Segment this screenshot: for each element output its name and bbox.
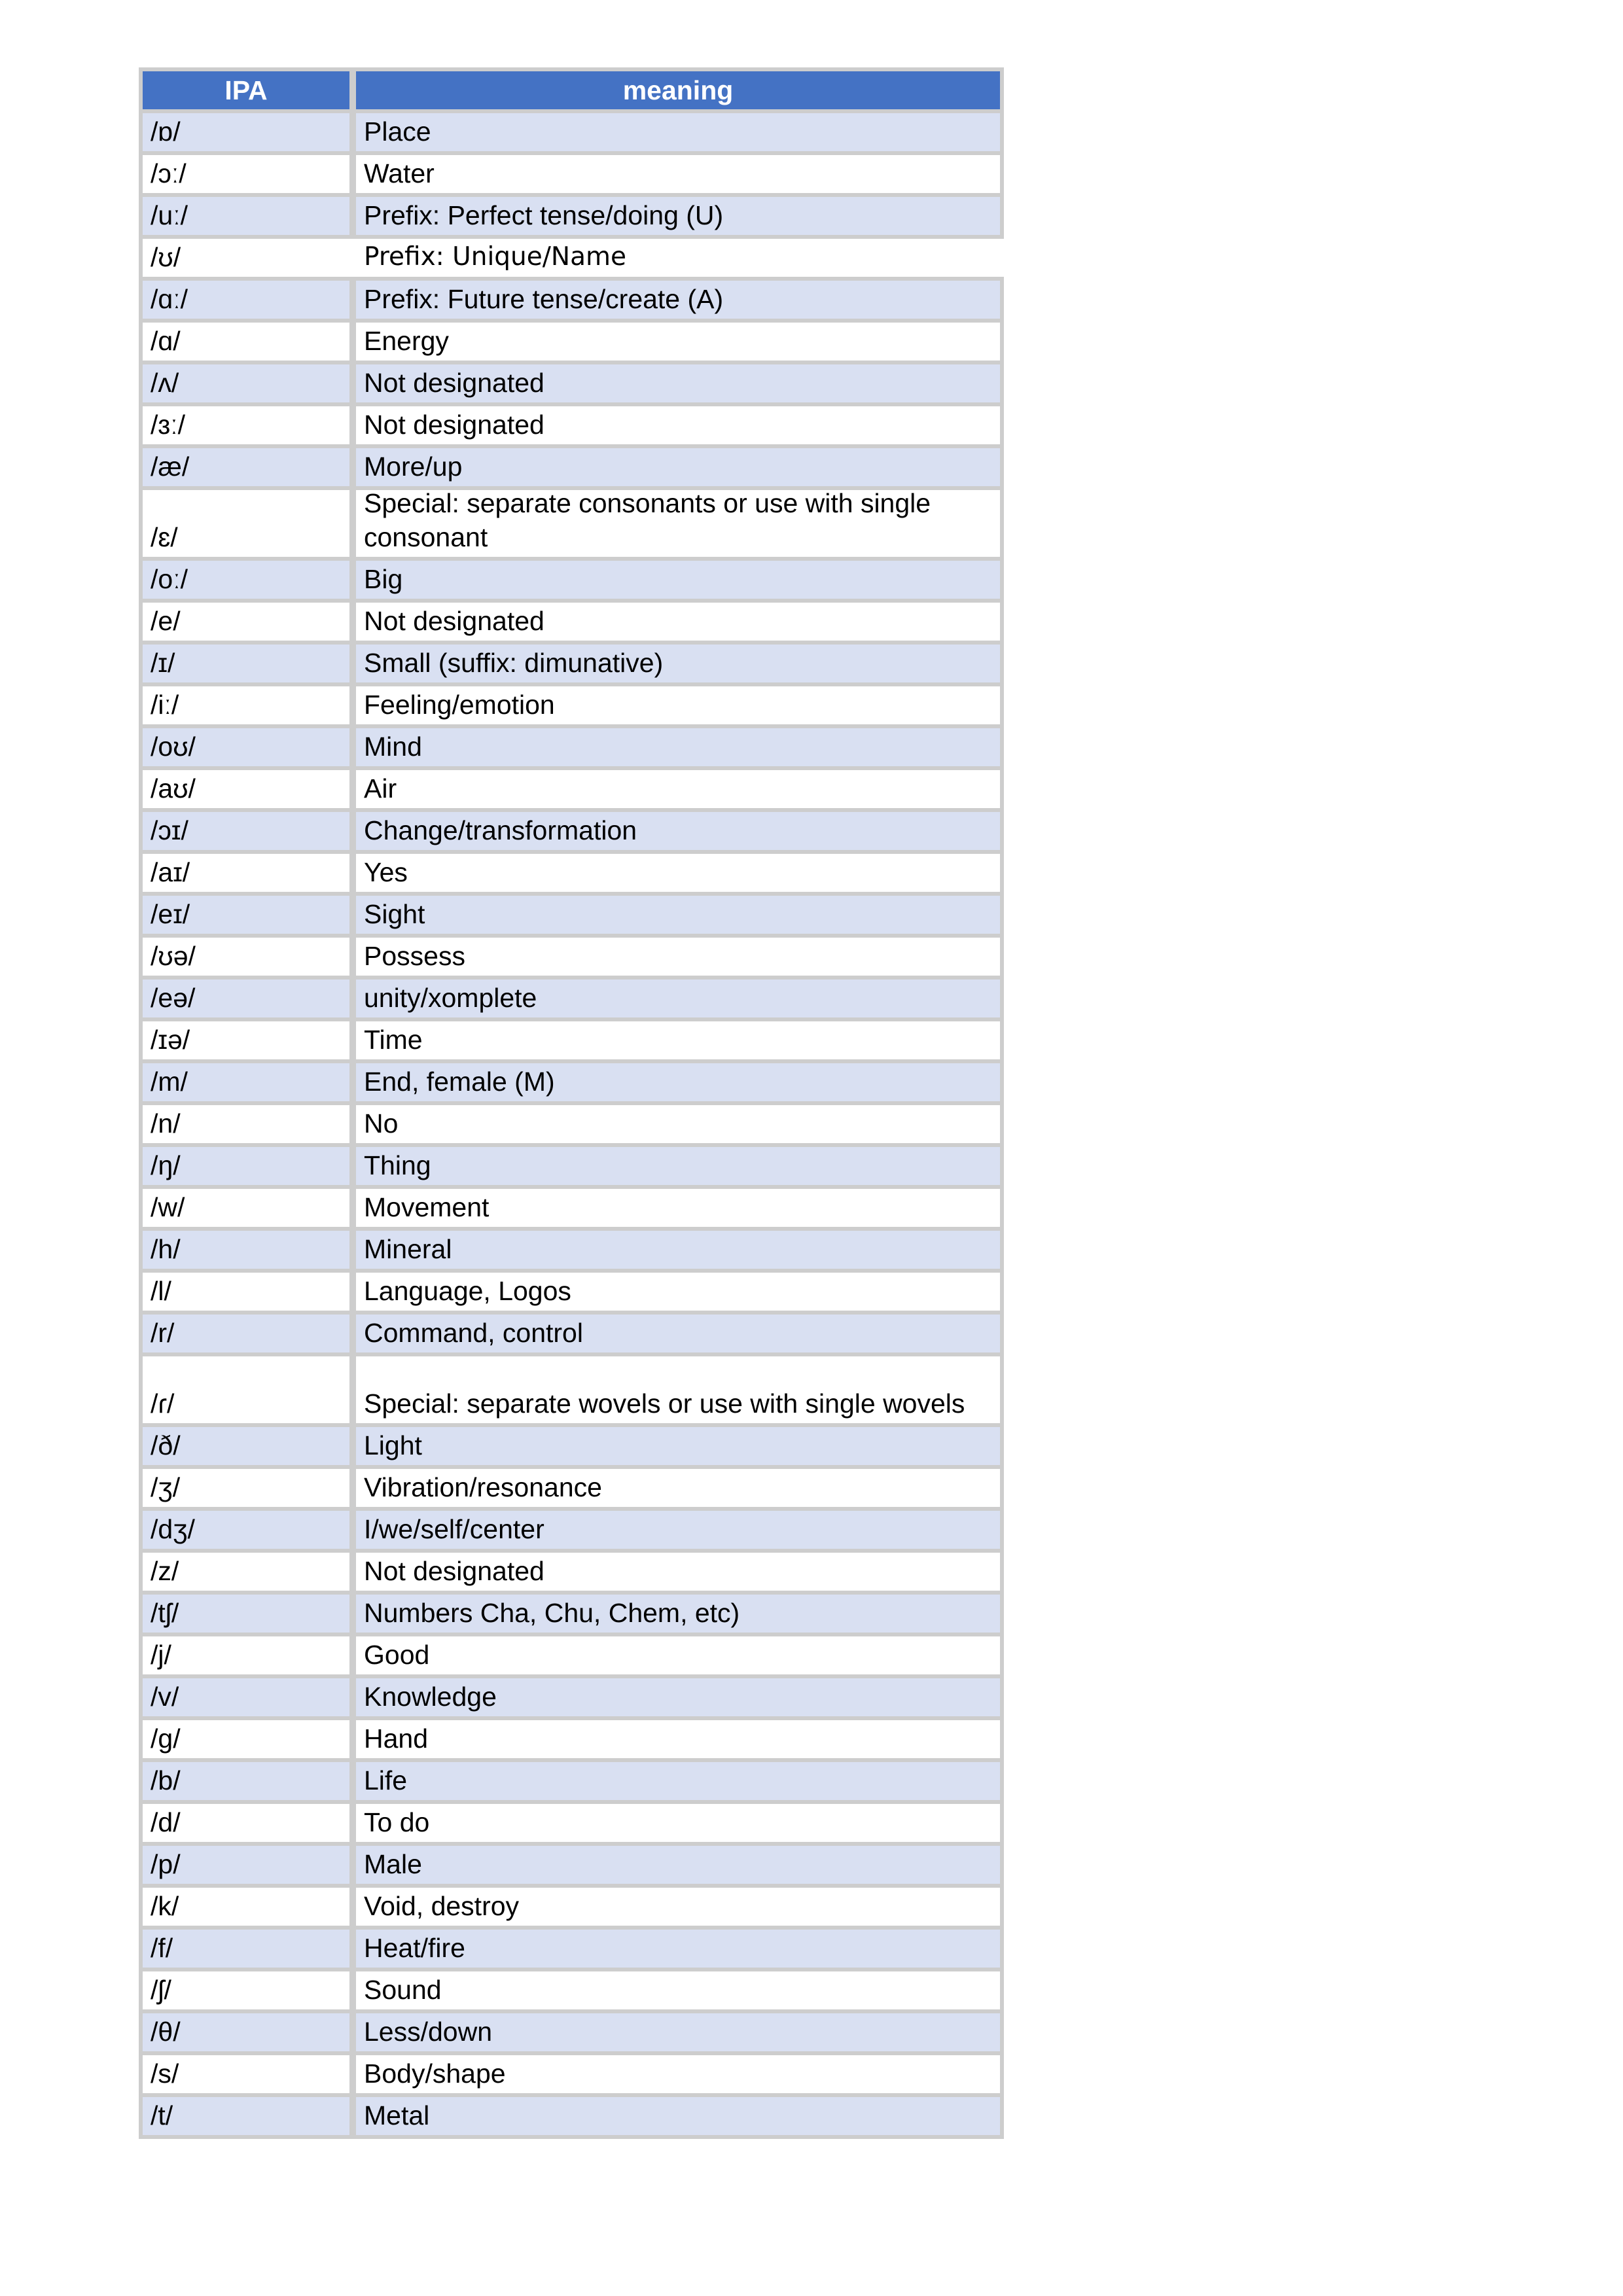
- ipa-cell: /m/: [143, 1063, 349, 1101]
- ipa-cell: /aʊ/: [143, 770, 349, 808]
- ipa-cell: /ɾ/: [143, 1356, 349, 1423]
- meaning-cell: Numbers Cha, Chu, Chem, etc): [356, 1595, 1000, 1633]
- ipa-meaning-table: [139, 67, 1004, 2139]
- meaning-cell: Command, control: [356, 1315, 1000, 1352]
- ipa-cell: /θ/: [143, 2013, 349, 2051]
- meaning-cell: Movement: [356, 1189, 1000, 1227]
- table-row: [139, 728, 1004, 766]
- meaning-cell: Knowledge: [356, 1678, 1000, 1716]
- meaning-cell: Thing: [356, 1147, 1000, 1185]
- table-row: [139, 1804, 1004, 1842]
- meaning-cell: Language, Logos: [356, 1273, 1000, 1311]
- ipa-cell: /ɑ/: [143, 323, 349, 361]
- meaning-cell: Less/down: [356, 2013, 1000, 2051]
- ipa-cell: /ɜː/: [143, 406, 349, 444]
- ipa-cell: /j/: [143, 1636, 349, 1674]
- table-header-row: [139, 71, 1004, 109]
- ipa-cell: /g/: [143, 1720, 349, 1758]
- table-row: [139, 1636, 1004, 1674]
- ipa-cell: /ʊə/: [143, 938, 349, 976]
- table-row: [139, 406, 1004, 444]
- table-row: [139, 1553, 1004, 1591]
- meaning-cell: Feeling/emotion: [356, 686, 1000, 724]
- table-row: [139, 281, 1004, 319]
- meaning-cell: I/we/self/center: [356, 1511, 1000, 1549]
- meaning-cell: End, female (M): [356, 1063, 1000, 1101]
- ipa-cell: /eɪ/: [143, 896, 349, 934]
- table-row: [139, 1930, 1004, 1968]
- ipa-cell: /ɪ/: [143, 645, 349, 682]
- meaning-cell: Small (suffix: dimunative): [356, 645, 1000, 682]
- meaning-cell: Not designated: [356, 364, 1000, 402]
- header-ipa: IPA: [143, 71, 349, 109]
- table-row: [139, 197, 1004, 235]
- ipa-cell: /n/: [143, 1105, 349, 1143]
- table-row: [139, 561, 1004, 599]
- ipa-cell: /ʒ/: [143, 1469, 349, 1507]
- table-row: [139, 1063, 1004, 1101]
- ipa-cell: /ʊ/: [143, 239, 349, 277]
- table-row: [139, 490, 1004, 557]
- meaning-cell: Not designated: [356, 406, 1000, 444]
- table-row: [139, 1231, 1004, 1269]
- table-row: [139, 1720, 1004, 1758]
- meaning-cell: More/up: [356, 448, 1000, 486]
- meaning-cell: Mind: [356, 728, 1000, 766]
- table-row: [139, 980, 1004, 1017]
- meaning-cell: Air: [356, 770, 1000, 808]
- ipa-cell: /ɛ/: [143, 490, 349, 557]
- meaning-cell: Male: [356, 1846, 1000, 1884]
- meaning-cell: Special: separate consonants or use with single consonant: [356, 490, 1000, 557]
- meaning-cell: Body/shape: [356, 2055, 1000, 2093]
- ipa-cell: /p/: [143, 1846, 349, 1884]
- ipa-cell: /e/: [143, 603, 349, 641]
- meaning-cell: Change/transformation: [356, 812, 1000, 850]
- meaning-cell: Yes: [356, 854, 1000, 892]
- table-row: [139, 1427, 1004, 1465]
- table-row: [139, 1021, 1004, 1059]
- table-row: [139, 239, 1056, 277]
- table-row: [139, 1147, 1004, 1185]
- meaning-cell: Sound: [356, 1971, 1000, 2009]
- ipa-cell: /ɔː/: [143, 155, 349, 193]
- ipa-cell: /z/: [143, 1553, 349, 1591]
- ipa-cell: /f/: [143, 1930, 349, 1968]
- table-row: [139, 1315, 1004, 1352]
- table-row: [139, 770, 1004, 808]
- meaning-cell: Heat/fire: [356, 1930, 1000, 1968]
- table-row: [139, 603, 1004, 641]
- meaning-cell: To do: [356, 1804, 1000, 1842]
- ipa-cell: /ŋ/: [143, 1147, 349, 1185]
- table-row: [139, 686, 1004, 724]
- meaning-cell: Energy: [356, 323, 1000, 361]
- ipa-cell: /iː/: [143, 686, 349, 724]
- table-row: [139, 113, 1004, 151]
- ipa-cell: /b/: [143, 1762, 349, 1800]
- table-row: [139, 1105, 1004, 1143]
- ipa-cell: /w/: [143, 1189, 349, 1227]
- meaning-cell: Prefix: Future tense/create (A): [356, 281, 1000, 319]
- table-row: [139, 896, 1004, 934]
- table-row: [139, 2013, 1004, 2051]
- ipa-cell: /eə/: [143, 980, 349, 1017]
- table-row: [139, 2097, 1004, 2135]
- ipa-cell: /ɑː/: [143, 281, 349, 319]
- ipa-cell: /ɒ/: [143, 113, 349, 151]
- table-row: [139, 938, 1004, 976]
- meaning-cell: Big: [356, 561, 1000, 599]
- table-row: [139, 1273, 1004, 1311]
- table-row: [139, 2055, 1004, 2093]
- meaning-cell: Hand: [356, 1720, 1000, 1758]
- table-row: [139, 1762, 1004, 1800]
- meaning-cell: Life: [356, 1762, 1000, 1800]
- ipa-cell: /h/: [143, 1231, 349, 1269]
- ipa-cell: /æ/: [143, 448, 349, 486]
- table-row: [139, 1971, 1004, 2009]
- table-row: [139, 1469, 1004, 1507]
- ipa-cell: /k/: [143, 1888, 349, 1926]
- ipa-cell: /ʌ/: [143, 364, 349, 402]
- table-row: [139, 155, 1004, 193]
- table-row: [139, 1678, 1004, 1716]
- table-row: [139, 1356, 1004, 1423]
- meaning-cell: Time: [356, 1021, 1000, 1059]
- ipa-cell: /tʃ/: [143, 1595, 349, 1633]
- meaning-cell: No: [356, 1105, 1000, 1143]
- table-row: [139, 854, 1004, 892]
- meaning-cell: unity/xomplete: [356, 980, 1000, 1017]
- table-row: [139, 448, 1004, 486]
- ipa-cell: /dʒ/: [143, 1511, 349, 1549]
- meaning-cell: Void, destroy: [356, 1888, 1000, 1926]
- table-row: [139, 323, 1004, 361]
- ipa-cell: /v/: [143, 1678, 349, 1716]
- meaning-cell: Mineral: [356, 1231, 1000, 1269]
- meaning-cell: Special: separate wovels or use with single wovels: [356, 1356, 1000, 1423]
- table-row: [139, 812, 1004, 850]
- table-row: [139, 1511, 1004, 1549]
- meaning-cell: Place: [356, 113, 1000, 151]
- ipa-cell: /l/: [143, 1273, 349, 1311]
- table-row: [139, 1846, 1004, 1884]
- header-meaning: meaning: [356, 71, 1000, 109]
- ipa-cell: /aɪ/: [143, 854, 349, 892]
- ipa-cell: /ɪə/: [143, 1021, 349, 1059]
- meaning-cell: Not designated: [356, 603, 1000, 641]
- ipa-cell: /ɔɪ/: [143, 812, 349, 850]
- meaning-cell: Metal: [356, 2097, 1000, 2135]
- ipa-cell: /t/: [143, 2097, 349, 2135]
- ipa-cell: /r/: [143, 1315, 349, 1352]
- meaning-cell: Possess: [356, 938, 1000, 976]
- table-row: [139, 364, 1004, 402]
- ipa-cell: /oʊ/: [143, 728, 349, 766]
- ipa-cell: /ʃ/: [143, 1971, 349, 2009]
- meaning-cell: Sight: [356, 896, 1000, 934]
- meaning-cell: Prefix: Unique/Name: [356, 239, 1004, 277]
- ipa-cell: /ð/: [143, 1427, 349, 1465]
- table-row: [139, 1189, 1004, 1227]
- meaning-cell: Vibration/resonance: [356, 1469, 1000, 1507]
- meaning-cell: Not designated: [356, 1553, 1000, 1591]
- meaning-cell: Good: [356, 1636, 1000, 1674]
- ipa-cell: /d/: [143, 1804, 349, 1842]
- meaning-cell: Light: [356, 1427, 1000, 1465]
- meaning-cell: Water: [356, 155, 1000, 193]
- table-row: [139, 645, 1004, 682]
- ipa-cell: /uː/: [143, 197, 349, 235]
- ipa-cell: /s/: [143, 2055, 349, 2093]
- ipa-cell: /oː/: [143, 561, 349, 599]
- meaning-cell: Prefix: Perfect tense/doing (U): [356, 197, 1000, 235]
- table-row: [139, 1595, 1004, 1633]
- table-row: [139, 1888, 1004, 1926]
